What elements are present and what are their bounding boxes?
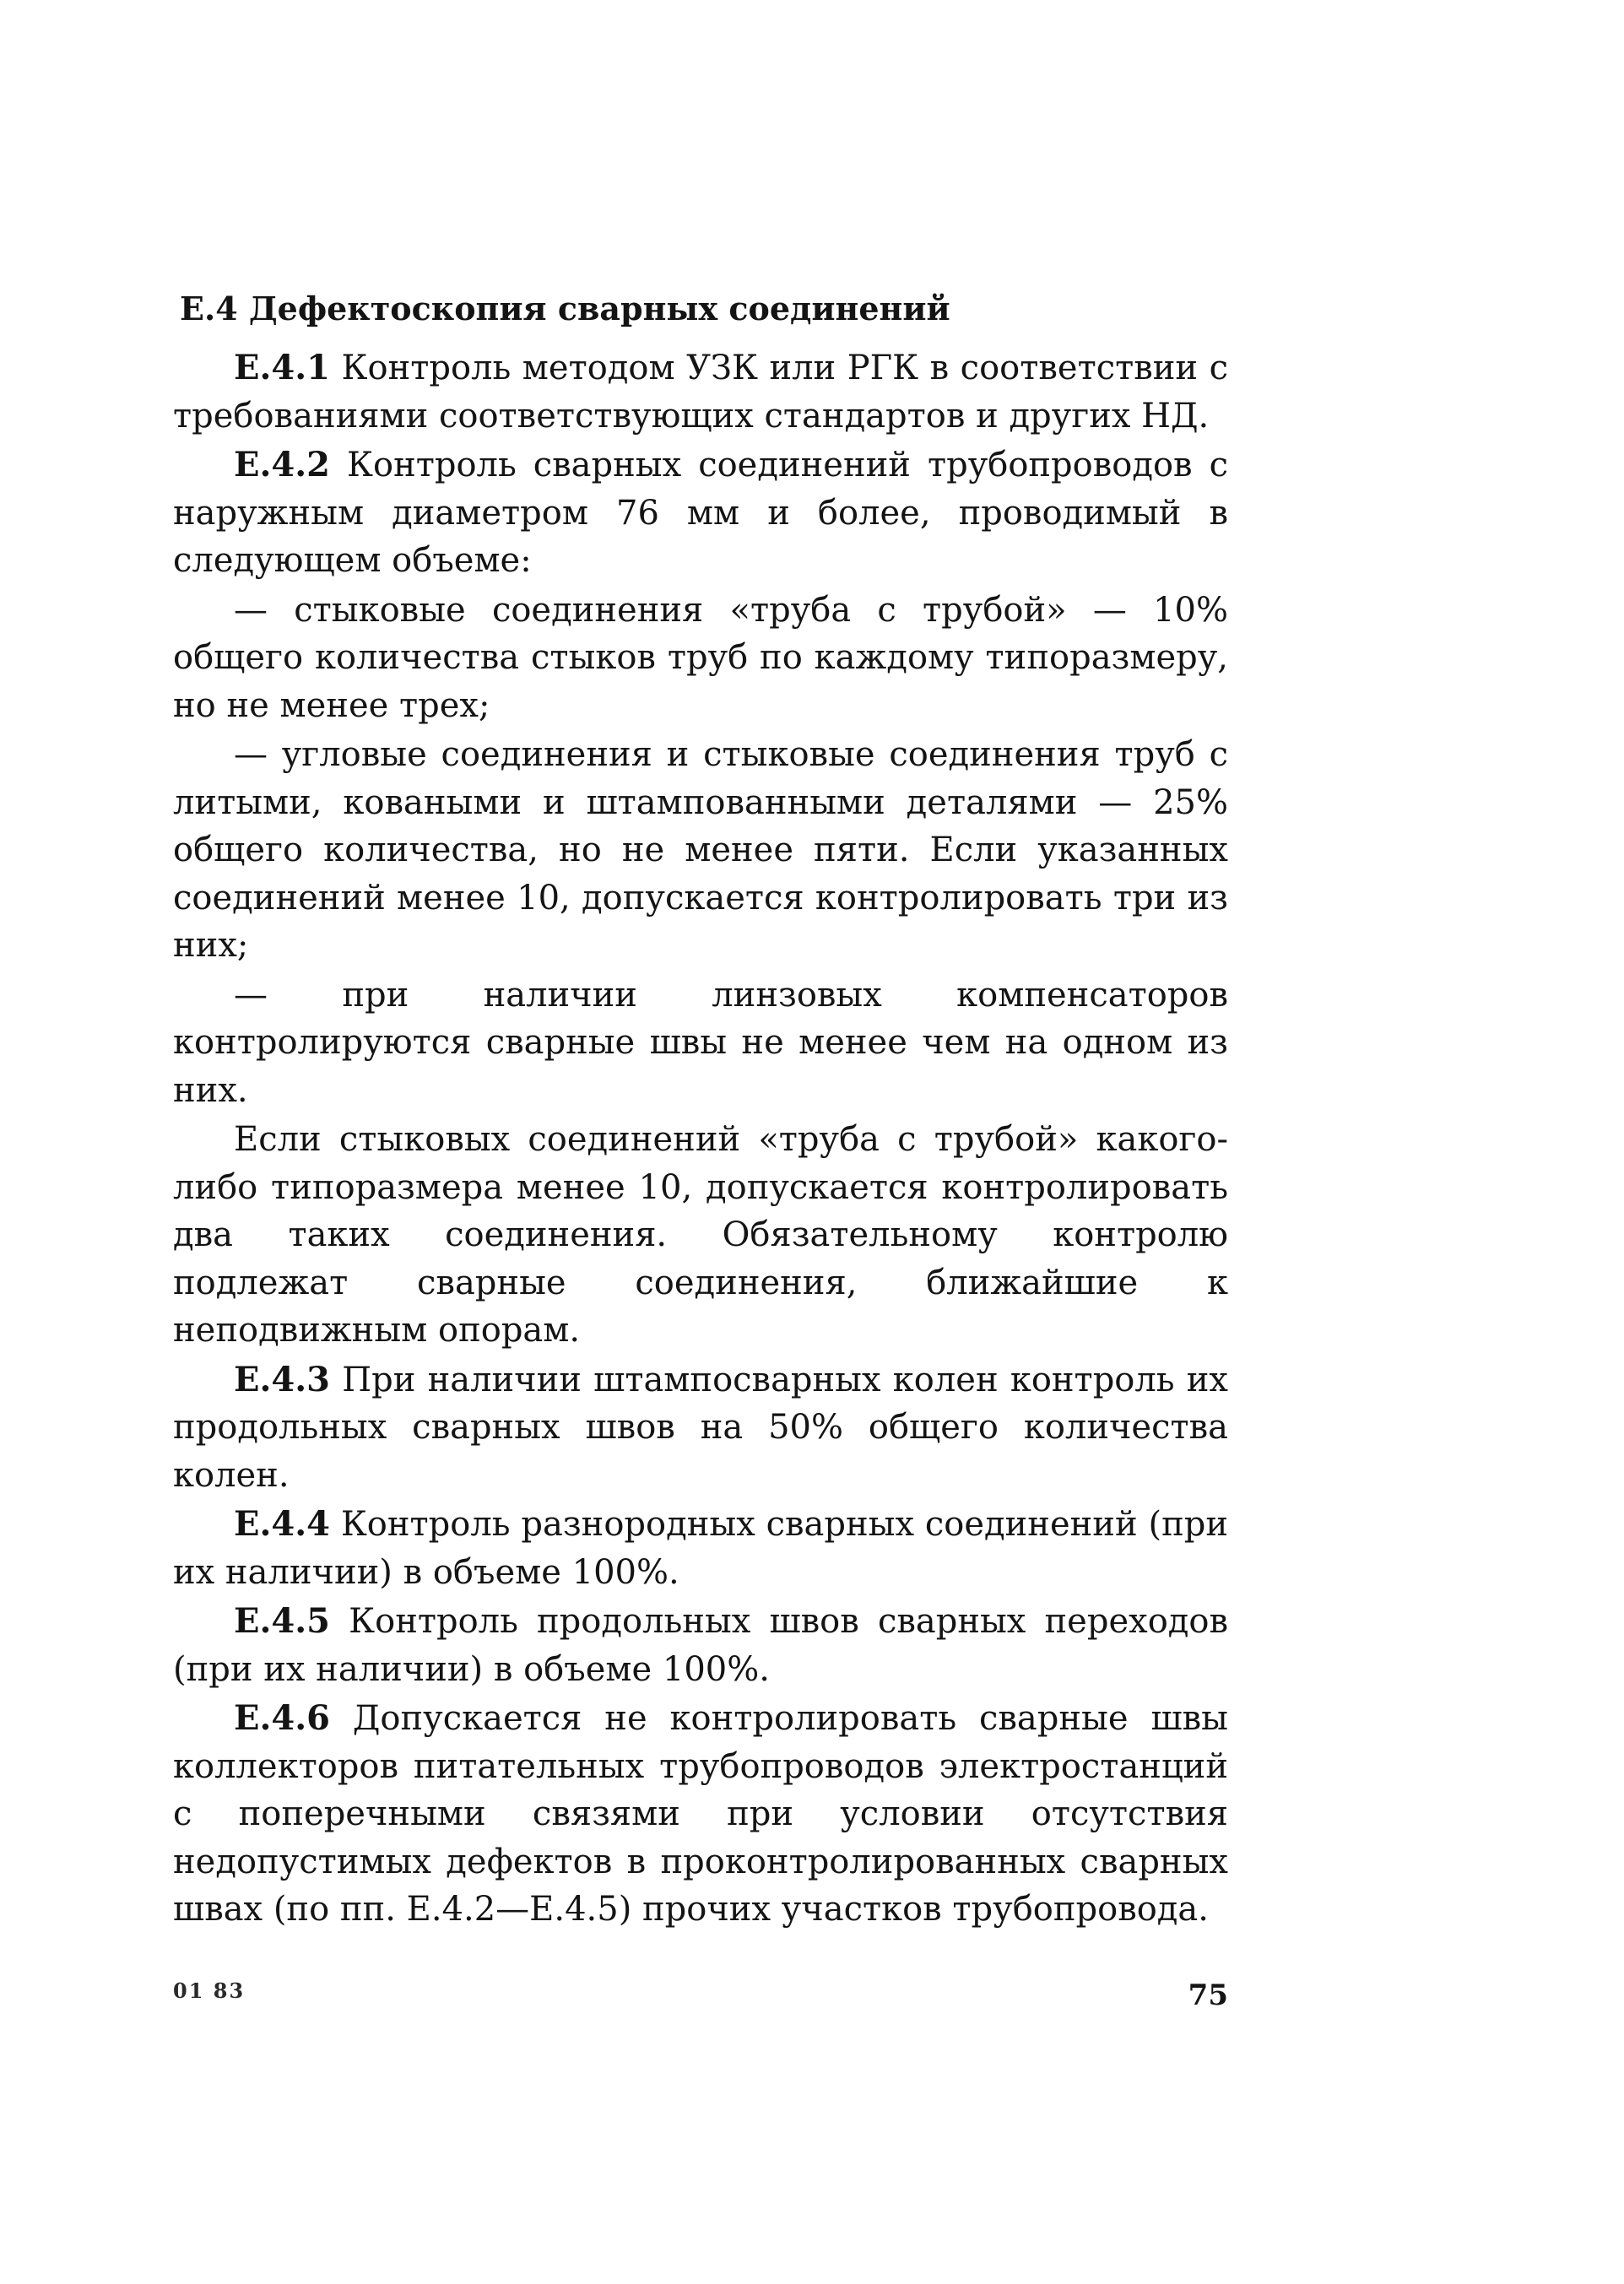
paragraph-e43 bbox=[173, 1356, 1228, 1500]
page-number: 75 bbox=[1188, 1978, 1228, 2012]
paragraph-e46 bbox=[173, 1695, 1228, 1934]
clause-number: Е.4.3 bbox=[234, 1359, 331, 1399]
page-footer bbox=[173, 1978, 1228, 2012]
clause-text: Контроль методом УЗК или РГК в соответствии с требованиями соответствующих стандартов и других НД. bbox=[173, 349, 1228, 436]
clause-text: Контроль сварных соединений трубопроводов с наружным диаметром 76 мм и более, проводимый в следующем объеме: bbox=[173, 446, 1228, 580]
paragraph-note bbox=[173, 1116, 1228, 1355]
clause-number: Е.4.1 bbox=[234, 348, 331, 387]
footer-code: 01 83 bbox=[173, 1978, 246, 2003]
paragraph-e45 bbox=[173, 1598, 1228, 1693]
paragraph-e44 bbox=[173, 1501, 1228, 1596]
list-item-lens-compensators bbox=[173, 972, 1228, 1115]
clause-text: Контроль разнородных сварных соединений (при их наличии) в объеме 100%. bbox=[173, 1505, 1228, 1592]
clause-text: — угловые соединения и стыковые соединения труб с литыми, коваными и штампованными деталями — 25% общего количества, но не менее пяти. Если указанных соединений менее 10, допускается контролировать три из них; bbox=[173, 735, 1228, 965]
clause-number: Е.4.4 bbox=[234, 1504, 331, 1544]
list-item-corner-joints bbox=[173, 731, 1228, 970]
clause-number: Е.4.5 bbox=[234, 1601, 331, 1641]
clause-text: — стыковые соединения «труба с трубой» — 10% общего количества стыков труб по каждому типоразмеру, но не менее трех; bbox=[173, 590, 1228, 725]
clause-number: Е.4.2 bbox=[234, 445, 331, 484]
page-body bbox=[173, 287, 1228, 1935]
clause-number: Е.4.6 bbox=[234, 1698, 331, 1738]
clause-text: Контроль продольных швов сварных переходов (при их наличии) в объеме 100%. bbox=[173, 1602, 1228, 1689]
list-item-butt-joints bbox=[173, 587, 1228, 730]
clause-text: При наличии штампосварных колен контроль их продольных сварных швов на 50% общего количества колен. bbox=[173, 1360, 1228, 1495]
section-title: Е.4 Дефектоскопия сварных соединений bbox=[180, 290, 950, 327]
clause-text: — при наличии линзовых компенсаторов контролируются сварные швы не менее чем на одном из них. bbox=[173, 975, 1228, 1110]
clause-text: Если стыковых соединений «труба с трубой» какого-либо типоразмера менее 10, допускается контролировать два таких соединения. Обязательному контролю подлежат сварные соединения, ближайшие к неподвижным опорам. bbox=[173, 1120, 1228, 1350]
paragraph-e41 bbox=[173, 344, 1228, 440]
clause-text: Допускается не контролировать сварные швы коллекторов питательных трубопроводов электростанций с поперечными связями при условии отсутствия недопустимых дефектов в проконтролированных сварных швах (по пп. Е.4.2—Е.4.5) прочих участков трубопровода. bbox=[173, 1699, 1228, 1929]
paragraph-e42 bbox=[173, 441, 1228, 585]
